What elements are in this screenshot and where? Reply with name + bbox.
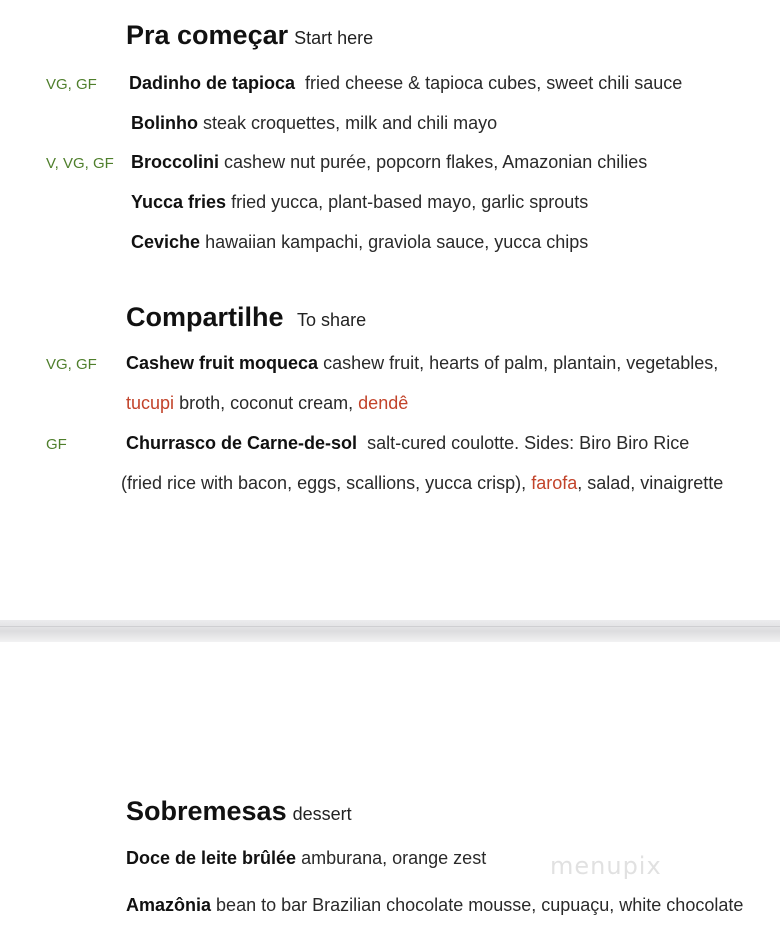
page-divider [0,620,780,642]
dish-description: bean to bar Brazilian chocolate mousse, cupuaçu, white chocolate [216,895,744,915]
dish-description: , salad, vinaigrette [577,473,724,493]
watermark: menupix [550,852,662,880]
section-title-text: Pra começar [126,20,289,50]
menu-item [131,192,588,213]
diet-tags: GF [46,436,67,453]
dish-name: Dadinho de tapioca [129,73,296,93]
menu-item [131,113,497,134]
highlight-ingredient: dendê [358,393,409,413]
menu-item-continued [126,393,408,414]
dish-name: Ceviche [131,232,201,252]
diet-tags: VG, GF [46,356,97,373]
menu-item [129,73,682,94]
diet-tags: VG, GF [46,76,97,93]
dish-description: fried cheese & tapioca cubes, sweet chili sauce [305,73,683,93]
menu-item [126,848,486,869]
dish-name: Cashew fruit moqueca [126,353,319,373]
section-title-starters [126,20,373,51]
dish-description: broth, coconut cream, [179,393,354,413]
section-title-text: Sobremesas [126,796,287,826]
dish-description: hawaiian kampachi, graviola sauce, yucca chips [205,232,589,252]
dish-description: cashew nut purée, popcorn flakes, Amazonian chilies [224,152,648,172]
dish-description: cashew fruit, hearts of palm, plantain, vegetables, [323,353,719,373]
menu-item-continued [121,473,723,494]
menu-item [126,433,689,454]
highlight-ingredient: tucupi [126,393,175,413]
menu-item [126,895,743,916]
section-subtitle: dessert [292,804,352,824]
diet-tags: V, VG, GF [46,155,114,172]
dish-description: amburana, orange zest [301,848,487,868]
section-title-dessert [126,796,352,827]
menu-item [126,353,718,374]
section-subtitle: Start here [294,28,374,48]
section-title-text: Compartilhe [126,302,284,332]
menu-item [131,232,588,253]
dish-name: Yucca fries [131,192,227,212]
section-subtitle: To share [297,310,367,330]
dish-name: Doce de leite brûlée [126,848,297,868]
dish-name: Bolinho [131,113,198,133]
dish-description: salt-cured coulotte. Sides: Biro Biro Rice [367,433,690,453]
dish-name: Amazônia [126,895,212,915]
section-title-share [126,302,366,333]
dish-name: Churrasco de Carne-de-sol [126,433,358,453]
dish-name: Broccolini [131,152,220,172]
dish-description: steak croquettes, milk and chili mayo [203,113,498,133]
highlight-ingredient: farofa [531,473,578,493]
dish-description: (fried rice with bacon, eggs, scallions, yucca crisp), [121,473,527,493]
menu-item [131,152,647,173]
dish-description: fried yucca, plant-based mayo, garlic sprouts [231,192,589,212]
